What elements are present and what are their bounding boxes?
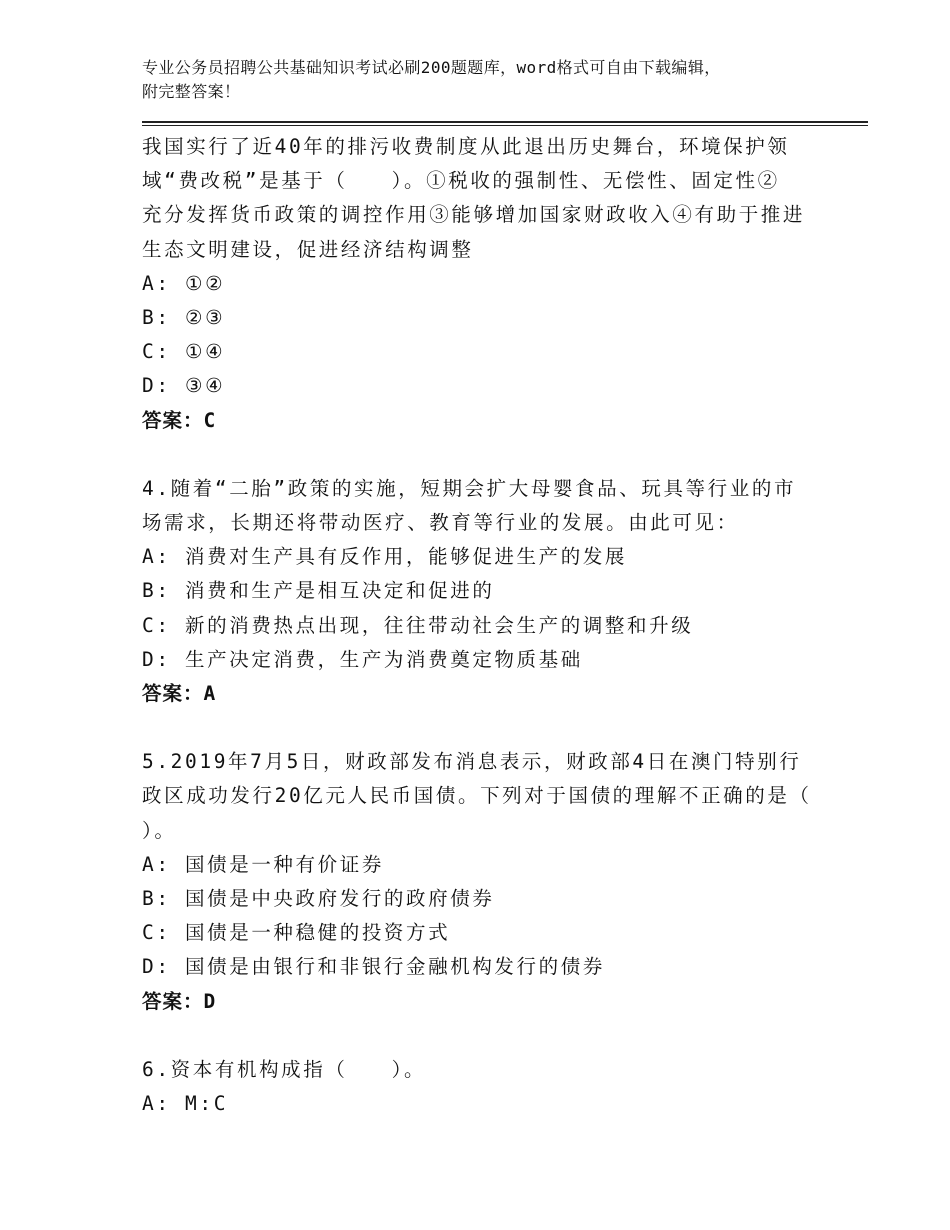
option-a: A: 国债是一种有价证券 — [142, 852, 384, 876]
question-block — [142, 745, 812, 1019]
option-d: D: ③④ — [142, 374, 226, 398]
question-stem-line: 6.资本有机构成指（ ）。 — [142, 1057, 427, 1081]
question-stem-line: 4.随着“二胎”政策的实施，短期会扩大母婴食品、玩具等行业的市 — [142, 476, 797, 500]
answer-line: 答案：A — [142, 682, 217, 706]
question-stem-line: 生态文明建设，促进经济结构调整 — [142, 237, 474, 261]
option-a: A: M:C — [142, 1092, 229, 1116]
option-d: D: 生产决定消费，生产为消费奠定物质基础 — [142, 647, 583, 671]
option-c: C: ①④ — [142, 340, 226, 364]
option-b: B: ②③ — [142, 306, 226, 330]
question-stem-line: 场需求，长期还将带动医疗、教育等行业的发展。由此可见： — [142, 511, 739, 535]
option-b: B: 消费和生产是相互决定和促进的 — [142, 579, 495, 603]
header-line-2: 附完整答案！ — [142, 82, 241, 101]
question-list — [142, 130, 812, 1121]
question-stem-line: ）。 — [142, 818, 177, 842]
option-a: A: ①② — [142, 271, 226, 295]
question-block — [142, 1053, 812, 1121]
header-line-1: 专业公务员招聘公共基础知识考试必刷200题题库，word格式可自由下载编辑， — [142, 58, 721, 77]
spacer — [142, 711, 812, 745]
question-stem-line: 政区成功发行20亿元人民币国债。下列对于国债的理解不正确的是（ — [142, 784, 812, 808]
question-stem-line: 充分发挥货币政策的调控作用③能够增加国家财政收入④有助于推进 — [142, 203, 806, 227]
question-block — [142, 472, 812, 711]
option-c: C: 新的消费热点出现，往往带动社会生产的调整和升级 — [142, 613, 694, 637]
spacer — [142, 438, 812, 472]
option-a: A: 消费对生产具有反作用，能够促进生产的发展 — [142, 545, 628, 569]
header-divider-thick — [142, 121, 868, 123]
header-divider-thin — [142, 125, 868, 126]
question-stem-line: 5.2019年7月5日，财政部发布消息表示，财政部4日在澳门特别行 — [142, 750, 802, 774]
option-d: D: 国债是由银行和非银行金融机构发行的债券 — [142, 955, 605, 979]
question-block — [142, 130, 812, 438]
answer-line: 答案：C — [142, 408, 217, 432]
option-b: B: 国债是中央政府发行的政府债券 — [142, 887, 495, 911]
document-header — [142, 56, 812, 104]
option-c: C: 国债是一种稳健的投资方式 — [142, 921, 451, 945]
question-stem-line: 域“费改税”是基于（ ）。①税收的强制性、无偿性、固定性② — [142, 169, 780, 193]
question-stem-line: 我国实行了近40年的排污收费制度从此退出历史舞台，环境保护领 — [142, 135, 790, 158]
spacer — [142, 1019, 812, 1053]
answer-line: 答案：D — [142, 989, 217, 1013]
